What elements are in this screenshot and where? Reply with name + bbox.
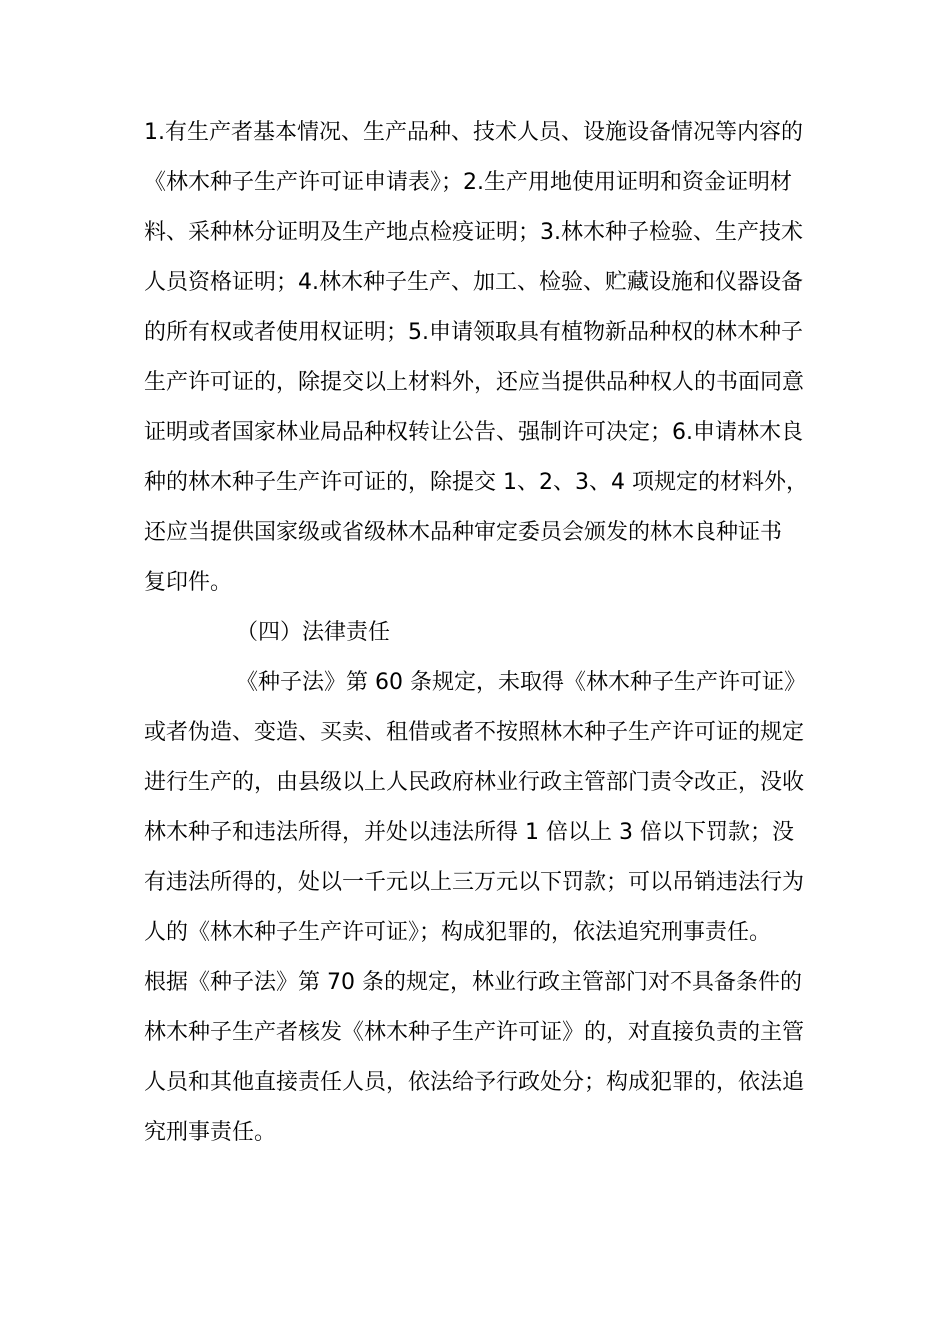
paragraph-line: 还应当提供国家级或省级林木品种审定委员会颁发的林木良种证书 (144, 520, 783, 545)
liability-paragraph (144, 658, 812, 1158)
paragraph-line: 或者伪造、变造、买卖、租借或者不按照林木种子生产许可证的规定 (144, 720, 805, 745)
paragraph-line: 生产许可证的，除提交以上材料外，还应当提供品种权人的书面同意 (144, 370, 805, 395)
paragraph-line: 证明或者国家林业局品种权转让公告、强制许可决定；6.申请林木良 (144, 420, 803, 445)
paragraph-line: 《林木种子生产许可证申请表》；2.生产用地使用证明和资金证明材 (144, 170, 792, 195)
paragraph-line: 人员和其他直接责任人员，依法给予行政处分；构成犯罪的，依法追 (144, 1070, 805, 1095)
paragraph-line: 根据《种子法》第 70 条的规定，林业行政主管部门对不具备条件的 (144, 970, 802, 995)
section-heading: （四）法律责任 (236, 620, 391, 645)
paragraph-line: 1.有生产者基本情况、生产品种、技术人员、设施设备情况等内容的 (144, 120, 803, 145)
paragraph-line: 复印件。 (144, 570, 233, 595)
section-heading-block (144, 608, 812, 658)
paragraph-line: 进行生产的，由县级以上人民政府林业行政主管部门责令改正，没收 (144, 770, 805, 795)
paragraph-line: 人员资格证明；4.林木种子生产、加工、检验、贮藏设施和仪器设备 (144, 270, 803, 295)
paragraph-line: 人的《林木种子生产许可证》；构成犯罪的，依法追究刑事责任。 (144, 920, 772, 945)
paragraph-line: 林木种子和违法所得，并处以违法所得 1 倍以上 3 倍以下罚款；没 (144, 820, 794, 845)
paragraph-line: 《种子法》第 60 条规定，未取得《林木种子生产许可证》 (236, 670, 806, 695)
paragraph-line: 种的林木种子生产许可证的，除提交 1、2、3、4 项规定的材料外， (144, 470, 808, 495)
paragraph-line: 料、采种林分证明及生产地点检疫证明；3.林木种子检验、生产技术 (144, 220, 803, 245)
paragraph-line: 的所有权或者使用权证明；5.申请领取具有植物新品种权的林木种子 (144, 320, 803, 345)
paragraph-line: 究刑事责任。 (144, 1120, 277, 1145)
paragraph-line: 林木种子生产者核发《林木种子生产许可证》的，对直接负责的主管 (144, 1020, 805, 1045)
paragraph-line: 有违法所得的，处以一千元以上三万元以下罚款；可以吊销违法行为 (144, 870, 805, 895)
materials-paragraph (144, 108, 812, 608)
